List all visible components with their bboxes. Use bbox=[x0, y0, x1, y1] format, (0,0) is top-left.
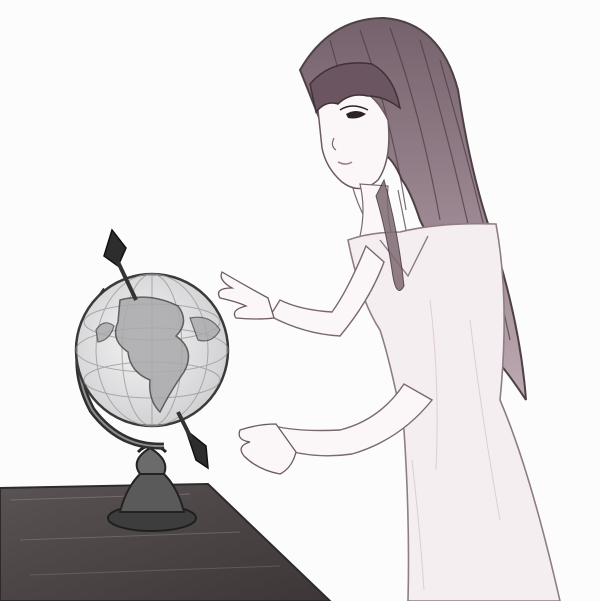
figure-girl bbox=[219, 18, 561, 601]
